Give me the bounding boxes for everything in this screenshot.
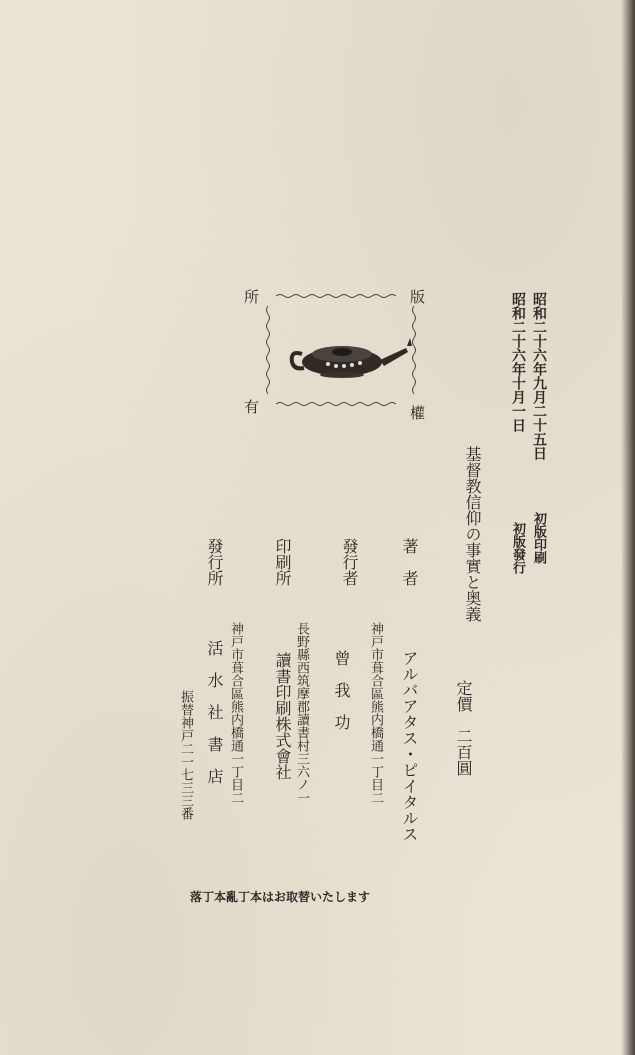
issuer-label: 發行者 <box>340 538 359 586</box>
print-date-label: 初版印刷 <box>531 512 546 564</box>
author-label: 著 者 <box>400 538 419 586</box>
book-spine-shadow <box>621 0 635 1055</box>
oil-lamp-icon <box>292 338 412 378</box>
stamp-corner-top-right: 版 <box>410 288 426 306</box>
publisher-name: 活 水 社 書 店 <box>205 640 224 784</box>
replacement-notice: 落丁本亂丁本はお取替いたします <box>190 890 371 904</box>
publish-date: 昭和二十六年十月一日 <box>510 292 526 432</box>
stamp-corner-bottom-right: 權 <box>410 404 426 422</box>
author-name: アルバアタス・ピイタルス <box>400 650 419 842</box>
issuer-address: 神戸市葺合區熊内橋通一丁目二 <box>368 622 383 804</box>
stamp-corner-bottom-left: 有 <box>244 398 260 416</box>
book-title: 基督教信仰の事實と奥義 <box>463 446 482 622</box>
print-date: 昭和二十六年九月二十五日 <box>531 292 547 460</box>
publish-date-label: 初版發行 <box>510 522 525 574</box>
stamp-corner-top-left: 所 <box>244 288 260 306</box>
publisher-transfer-account: 振替神戸二一七三三番 <box>178 690 193 820</box>
issuer-name: 曾 我 功 <box>332 650 351 730</box>
price: 定價 二百圓 <box>454 680 473 776</box>
printer-address: 長野縣西筑摩郡讀書村三六ノ一 <box>294 622 309 804</box>
printer-label: 印刷所 <box>273 538 292 586</box>
printer-name: 讀書印刷株式會社 <box>273 652 292 780</box>
publisher-label: 發行所 <box>205 538 224 586</box>
stamp-border <box>262 290 420 410</box>
publisher-address: 神戸市葺合區熊内橋通一丁目二 <box>228 622 243 804</box>
copyright-stamp <box>244 288 426 422</box>
